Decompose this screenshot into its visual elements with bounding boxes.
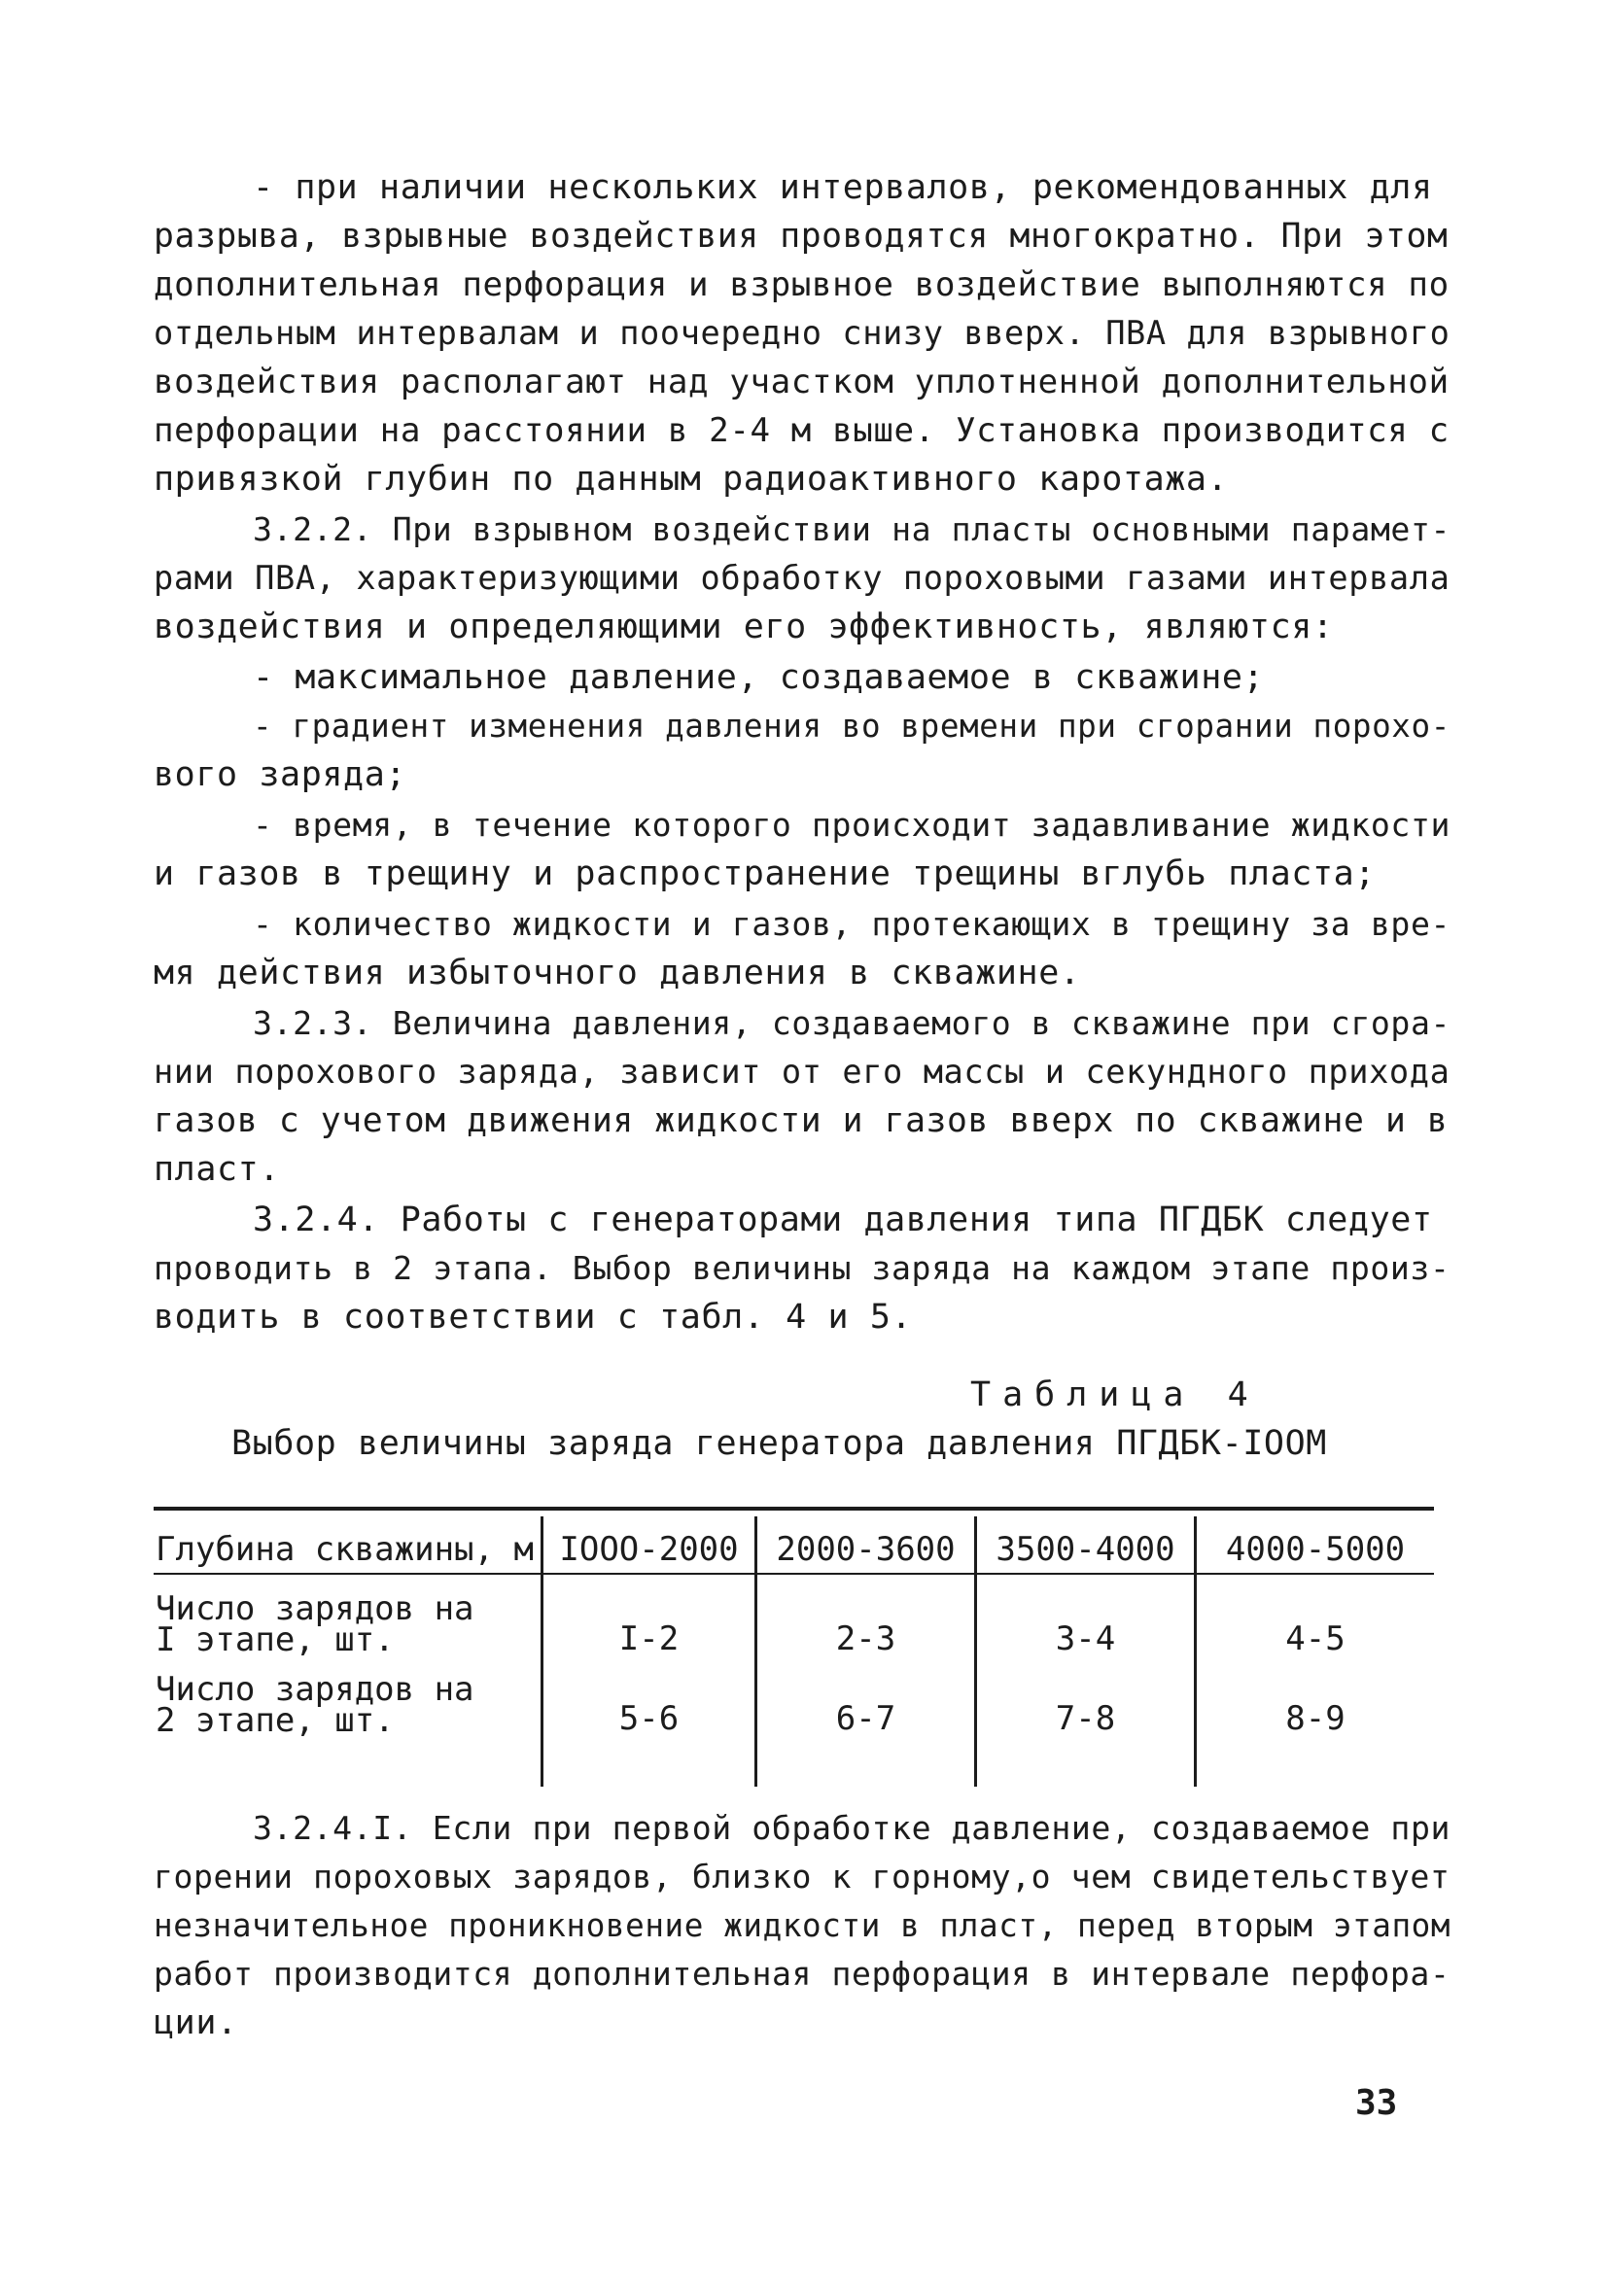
text-line: привязкой глубин по данным радиоактивного каротажа. [154,460,1229,499]
table-cell: 7-8 [1055,1699,1116,1738]
text-line: воздействия и определяющими его эффективность, являются: [154,608,1334,646]
text-line: 3.2.2. При взрывном воздействии на пласты основными парамет- [253,510,1451,548]
text-line: дополнительная перфорация и взрывное воздействие выполняются по [154,265,1450,304]
text-line: перфорации на расстоянии в 2-4 м выше. Установка производится с [154,411,1450,450]
table-column-header: IOOO-2000 [559,1530,739,1569]
table-cell: 2-3 [835,1619,896,1658]
table-cell: 6-7 [835,1699,896,1738]
text-line: проводить в 2 этапа. Выбор величины заряда на каждом этапе произ- [154,1249,1451,1287]
text-line: водить в соответствии с табл. 4 и 5. [154,1298,913,1337]
table-title: Выбор величины заряда генератора давления ПГДБК-IOOM [231,1424,1327,1463]
text-line: - при наличии нескольких интервалов, рекомендованных для [253,168,1433,207]
text-line: 3.2.4. Работы с генераторами давления типа ПГДБК следует [253,1200,1433,1239]
text-line: 3.2.4.I. Если при первой обработке давление, создаваемое при [253,1809,1451,1847]
text-line: рами ПВА, характеризующими обработку пороховыми газами интервала [154,559,1451,597]
text-line: - количество жидкости и газов, протекающих в трещину за вре- [253,905,1451,943]
table-row-label: Число зарядов на [156,1589,474,1628]
text-line: незначительное проникновение жидкости в пласт, перед вторым этапом [154,1907,1451,1944]
table-row-label: I этапе, шт. [156,1620,395,1659]
text-line: разрыва, взрывные воздействия проводятся многократно. При этом [154,217,1449,256]
table-row-label: 2 этапе, шт. [156,1701,395,1740]
text-line: отдельным интервалам и поочередно снизу вверх. ПВА для взрывного [154,314,1451,352]
table-column-header: 4000-5000 [1225,1530,1406,1569]
text-line: газов с учетом движения жидкости и газов вверх по скважине и в [154,1101,1449,1140]
text-line: ции. [154,2003,238,2042]
text-line: и газов в трещину и распространение трещины вглубь пласта; [154,854,1376,893]
text-line: воздействия располагают над участком уплотненной дополнительной [154,363,1450,401]
table-cell: 3-4 [1055,1619,1116,1658]
table-cell: I-2 [618,1619,680,1658]
table-column-header: 3500-4000 [996,1530,1175,1569]
table-cell: 8-9 [1285,1699,1346,1738]
text-line: пласт. [154,1150,281,1189]
table-header-rule [154,1573,1434,1575]
table-row-label: Число зарядов на [156,1670,474,1709]
text-line: мя действия избыточного давления в скважине. [154,954,1081,992]
text-line: горении пороховых зарядов, близко к горному,о чем свидетельствует [154,1858,1451,1896]
table-cell: 4-5 [1285,1619,1346,1658]
page-number: 33 [1355,2083,1398,2123]
text-line: 3.2.3. Величина давления, создаваемого в скважине при сгора- [253,1004,1451,1042]
table-label: Таблица 4 [970,1375,1260,1414]
text-line: вого заряда; [154,755,407,794]
table-top-rule [154,1507,1434,1511]
text-line: работ производится дополнительная перфорация в интервале перфора- [154,1955,1451,1993]
text-line: - градиент изменения давления во времени при сгорании порохо- [253,708,1451,745]
table-column-header: 2000-3600 [776,1530,956,1569]
text-line: нии порохового заряда, зависит от его массы и секундного прихода [154,1053,1451,1091]
text-line: - максимальное давление, создаваемое в скважине; [253,658,1265,697]
text-line: - время, в течение которого происходит задавливание жидкости [253,806,1451,844]
table-header-label: Глубина скважины, м [156,1530,534,1569]
table-cell: 5-6 [618,1699,680,1738]
